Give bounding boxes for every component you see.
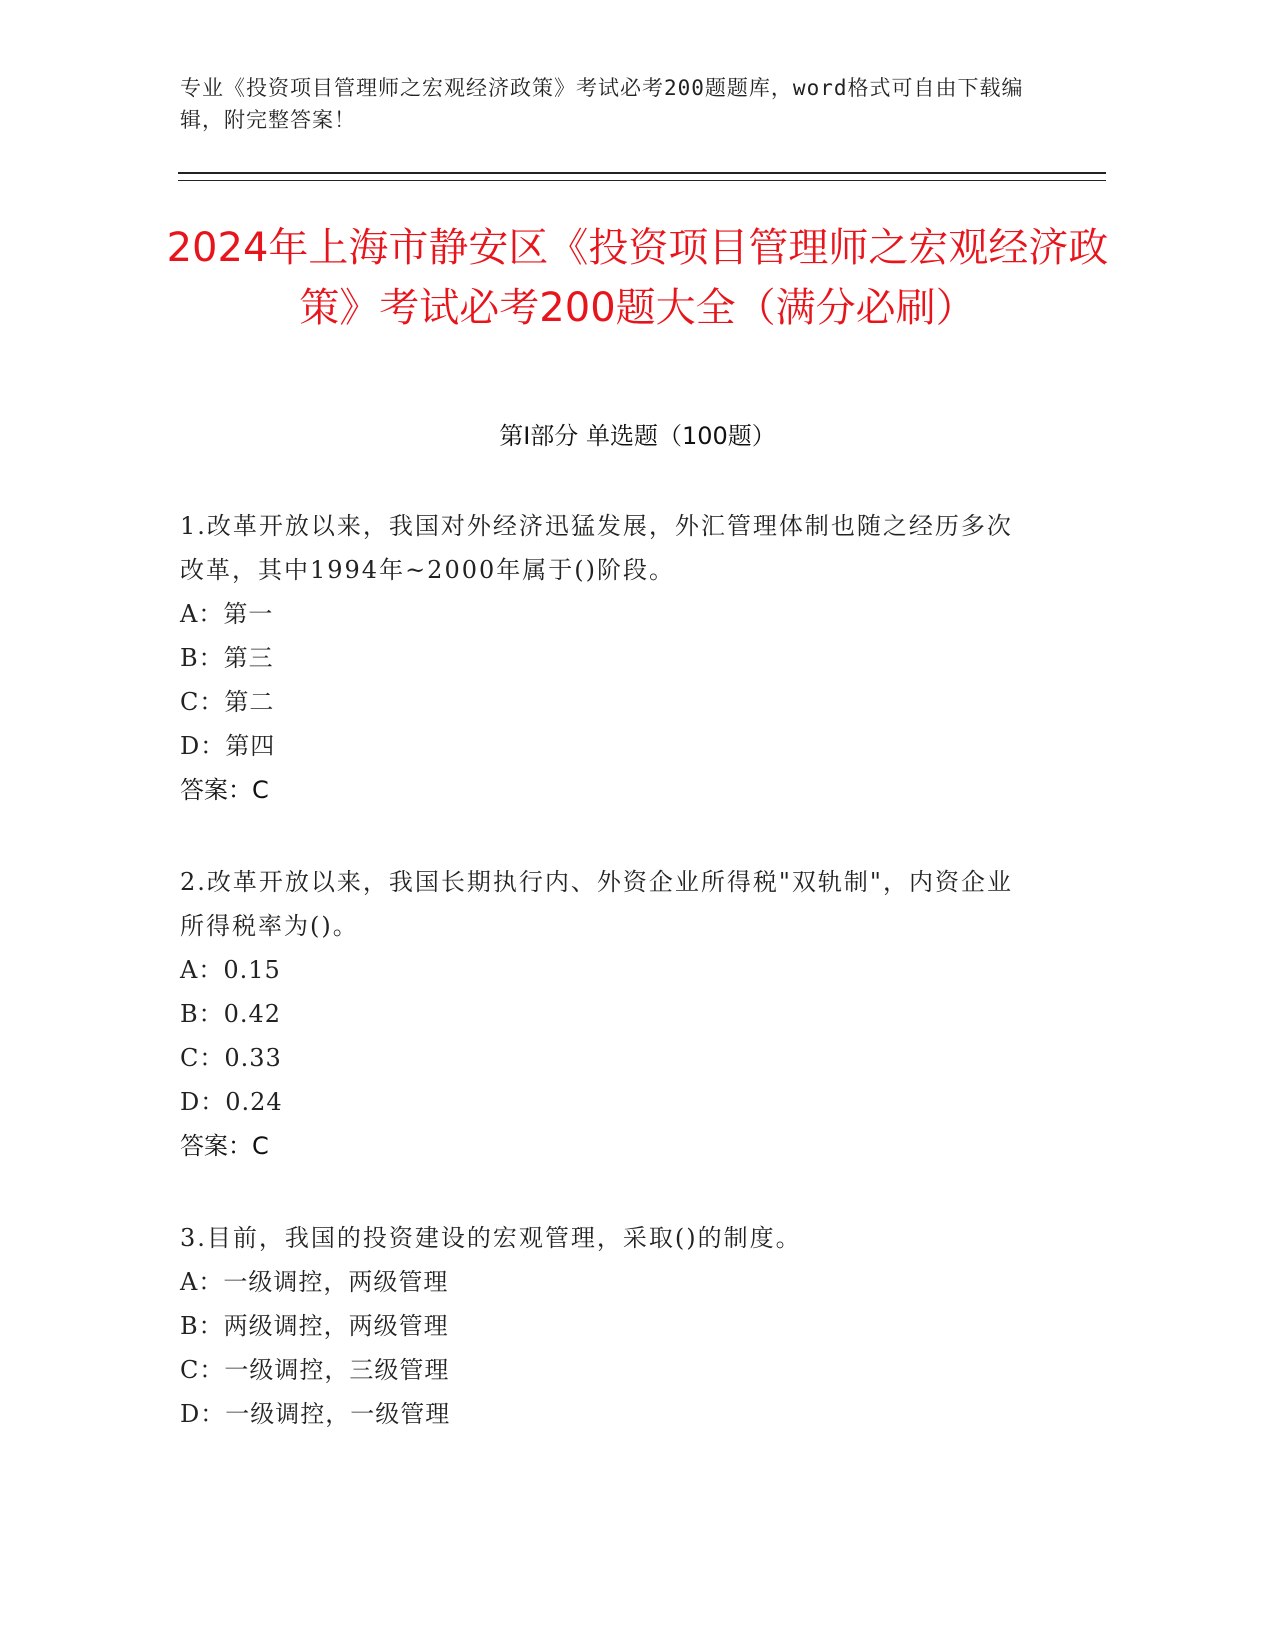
option-a: A：0.15 [180, 956, 281, 984]
question-3 [180, 1216, 1030, 1436]
question-stem: 2.改革开放以来，我国长期执行内、外资企业所得税"双轨制"，内资企业所得税率为()。 [180, 868, 1013, 940]
question-list [180, 504, 1030, 1484]
question-2 [180, 860, 1030, 1168]
option-b: B：0.42 [180, 1000, 282, 1028]
option-b: B：第三 [180, 644, 274, 672]
option-c: C：第二 [180, 688, 275, 716]
question-1 [180, 504, 1030, 812]
answer: 答案：C [180, 776, 269, 804]
option-a: A：一级调控，两级管理 [180, 1268, 449, 1296]
option-c: C：一级调控，三级管理 [180, 1356, 450, 1384]
question-stem: 3.目前，我国的投资建设的宏观管理，采取()的制度。 [180, 1224, 802, 1252]
option-d: D：一级调控，一级管理 [180, 1400, 451, 1428]
question-stem: 1.改革开放以来，我国对外经济迅猛发展，外汇管理体制也随之经历多次改革，其中1994年~2000年属于()阶段。 [180, 512, 1013, 584]
option-b: B：两级调控，两级管理 [180, 1312, 449, 1340]
option-d: D：0.24 [180, 1088, 283, 1116]
section-heading: 第I部分 单选题（100题） [499, 422, 776, 450]
header-divider-thin [178, 180, 1106, 181]
header-divider-thick [178, 172, 1106, 174]
option-a: A：第一 [180, 600, 274, 628]
document-title: 2024年上海市静安区《投资项目管理师之宏观经济政策》考试必考200题大全（满分必刷） [166, 225, 1109, 331]
header-note: 专业《投资项目管理师之宏观经济政策》考试必考200题题库，word格式可自由下载编辑，附完整答案！ [180, 76, 1024, 132]
option-d: D：第四 [180, 732, 276, 760]
answer: 答案：C [180, 1132, 269, 1160]
option-c: C：0.33 [180, 1044, 282, 1072]
